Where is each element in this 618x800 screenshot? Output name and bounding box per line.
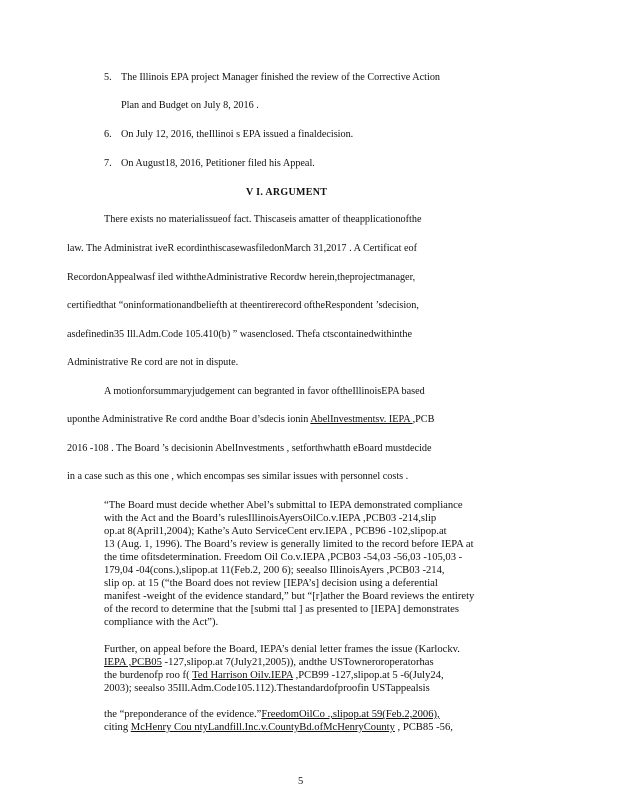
list-number: 5.: [104, 72, 112, 83]
text-line: asdefinedin35 Ill.Adm.Code 105.410(b) ” wasenclosed. Thefa ctscontainedwithinthe: [67, 329, 412, 340]
text-line: A motionforsummaryjudgement can begranted in favor oftheIllinoisEPA based: [104, 386, 425, 397]
quote-line: citing McHenry Cou ntyLandfill.Inc.v.CountyBd.ofMcHenryCounty , PCB85 -56,: [104, 722, 453, 733]
quote-line: “The Board must decide whether Abel’s submittal to IEPA demonstrated compliance: [104, 500, 463, 511]
quote-line: op.at 8(April1,2004); Kathe’s Auto ServiceCent erv.IEPA , PCB96 -102,slipop.at: [104, 526, 447, 537]
quote-line: 179,04 -04(cons.),slipop.at 11(Feb.2, 200 6); seealso IllinoisAyers ,PCB03 -214,: [104, 565, 445, 576]
case-citation-link: AbelInvestmentsv. IEPA: [310, 414, 413, 425]
quote-line: of the record to determine that the [submi ttal ] as presented to [IEPA] demonstrates: [104, 604, 459, 615]
list-number: 6.: [104, 129, 112, 140]
text-line: law. The Administrat iveR ecordinthiscasewasfiledonMarch 31,2017 . A Certificat eof: [67, 243, 417, 254]
text-line: certifiedthat “oninformationandbeliefth at theentirerecord oftheRespondent ’sdecision,: [67, 300, 419, 311]
section-heading: V I. ARGUMENT: [246, 187, 328, 198]
page-number: 5: [298, 776, 304, 787]
text-line: There exists no materialissueof fact. Thiscaseis amatter of theapplicationofthe: [104, 214, 422, 225]
quote-line: the time ofitsdetermination. Freedom Oil Co.v.IEPA ,PCB03 -54,03 -56,03 -105,03 -: [104, 552, 463, 563]
list-text: On July 12, 2016, theIllinoi s EPA issued a finaldecision.: [121, 129, 354, 140]
quote-line: slip op. at 15 (“the Board does not review [IEPA’s] decision using a deferential: [104, 578, 438, 589]
text-line: RecordonAppealwasf iled withtheAdministrative Recordw herein,theprojectmanager,: [67, 272, 416, 283]
text-line: uponthe Administrative Re cord andthe Boar d’sdecis ionin AbelInvestmentsv. IEPA ,PCB: [67, 414, 435, 425]
quote-line: Further, on appeal before the Board, IEPA’s denial letter frames the issue (Karlockv.: [104, 644, 460, 655]
quote-line: with the Act and the Board’s rulesIllinoisAyersOilCo.v.IEPA ,PCB03 -214,slip: [104, 513, 437, 524]
text-line: Administrative Re cord are not in dispute.: [67, 357, 239, 368]
quote-line: IEPA ,PCB05 -127,slipop.at 7(July21,2005)), andthe USTowneroroperatorhas: [104, 657, 434, 668]
quote-line: manifest -weight of the evidence standard,” but “[r]ather the Board reviews the entirety: [104, 591, 475, 602]
list-text-cont: Plan and Budget on July 8, 2016 .: [121, 100, 259, 111]
quote-line: the burdenofp roo f( Ted Harrison Oilv.IEPA ,PCB99 -127,slipop.at 5 -6(July24,: [104, 670, 444, 681]
quote-line: compliance with the Act”).: [104, 617, 219, 628]
quote-line: the “preponderance of the evidence.”FreedomOilCo .,slipop.at 59(Feb.2,2006),: [104, 709, 440, 720]
quote-line: 2003); seealso 35Ill.Adm.Code105.112).Thestandardofproofin USTappealsis: [104, 683, 430, 694]
list-text: On August18, 2016, Petitioner filed his Appeal.: [121, 158, 315, 169]
list-number: 7.: [104, 158, 112, 169]
text-line: 2016 -108 . The Board ’s decisionin AbelInvestments , setforthwhatth eBoard mustdecide: [67, 443, 432, 454]
list-text: The Illinois EPA project Manager finished the review of the Corrective Action: [121, 72, 441, 83]
quote-line: 13 (Aug. 1, 1996). The Board’s review is generally limited to the record before IEPA at: [104, 539, 474, 550]
text-line: in a case such as this one , which encompas ses similar issues with personnel costs .: [67, 471, 409, 482]
